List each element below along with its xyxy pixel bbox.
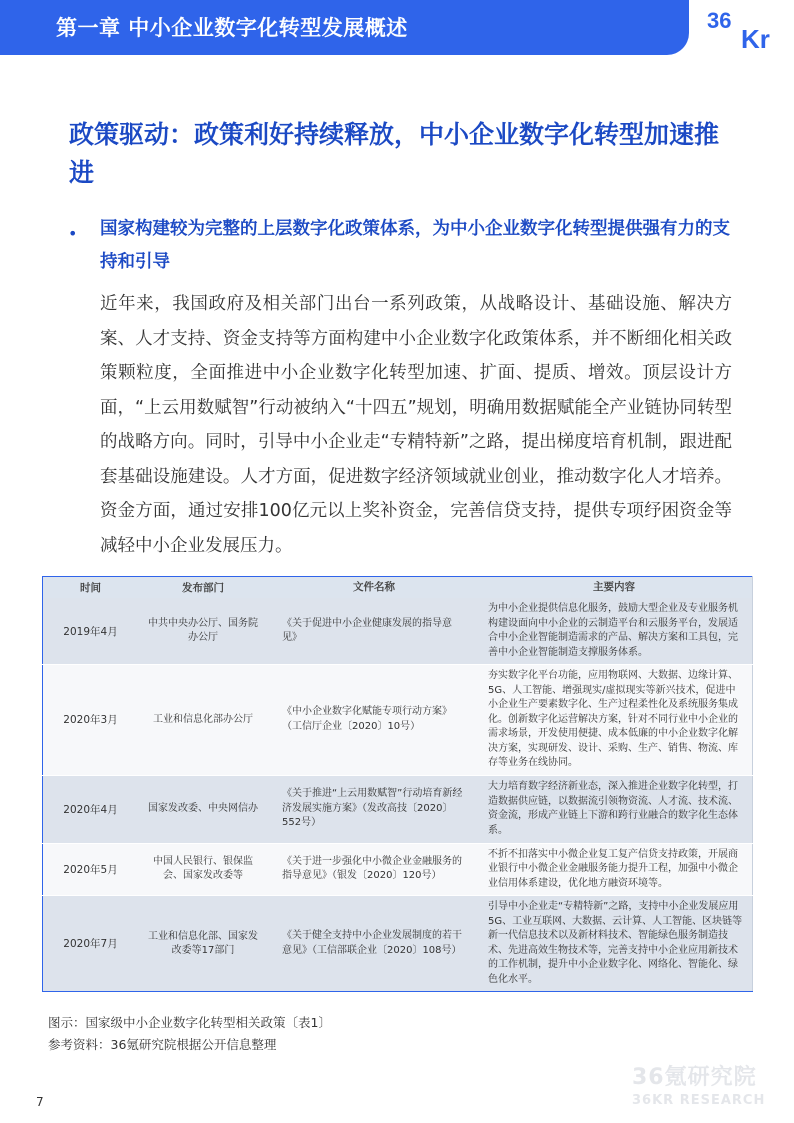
table-row [43,775,753,843]
source-caption: 参考资料：36氪研究院根据公开信息整理 [48,1037,277,1052]
cell-dept: 工业和信息化部、国家发改委等17部门 [138,896,268,992]
table-row [43,896,753,992]
cell-content: 为中小企业提供信息化服务，鼓励大型企业及专业服务机构建设面向中小企业的云制造平台和云服务平台，发展适合中小企业智能制造需求的产品、解决方案和工具包，完善中小企业智能制造支撑服务体系。 [476,598,753,665]
header-bar [0,0,689,55]
policy-table [42,576,753,992]
cell-dept: 中国人民银行、银保监会、国家发改委等 [138,843,268,896]
header-doc: 文件名称 [268,577,476,599]
watermark [632,1060,765,1108]
cell-dept: 国家发改委、中央网信办 [138,775,268,843]
36kr-logo [705,6,785,50]
table-row [43,598,753,665]
cell-time: 2020年7月 [43,896,139,992]
caption-block [48,1012,331,1056]
cell-dept: 中共中央办公厅、国务院办公厅 [138,598,268,665]
logo-text-bottom: Kr [741,24,770,50]
header-dept: 发布部门 [138,577,268,599]
cell-doc: 《关于健全支持中小企业发展制度的若干意见》（工信部联企业〔2020〕108号） [268,896,476,992]
logo-text-top: 36 [707,8,732,33]
watermark-cn: 36氪研究院 [632,1065,757,1090]
cell-dept: 工业和信息化部办公厅 [138,665,268,776]
page-number: 7 [36,1095,44,1109]
table-row [43,665,753,776]
cell-time: 2019年4月 [43,598,139,665]
header-content: 主要内容 [476,577,753,599]
bullet-dot: • [68,224,78,243]
cell-doc: 《关于促进中小企业健康发展的指导意见》 [268,598,476,665]
cell-time: 2020年5月 [43,843,139,896]
cell-content: 大力培育数字经济新业态，深入推进企业数字化转型，打造数据供应链，以数据流引领物资流、人才流、技术流、资金流，形成产业链上下游和跨行业融合的数字化生态体系。 [476,775,753,843]
table-row [43,843,753,896]
figure-caption: 图示：国家级中小企业数字化转型相关政策〔表1〕 [48,1015,331,1030]
body-paragraph: 近年来，我国政府及相关部门出台一系列政策，从战略设计、基础设施、解决方案、人才支持、资金支持等方面构建中小企业数字化政策体系，并不断细化相关政策颗粒度，全面推进中小企业数字化转型加速、扩面、提质、增效。顶层设计方面，“上云用数赋智”行动被纳入“十四五”规划，明确用数据赋能全产业链协同转型的战略方向。同时，引导中小企业走“专精特新”之路，提出梯度培育机制，跟进配套基础设施建设。人才方面，促进数字经济领域就业创业，推动数字化人才培养。资金方面，通过安排100亿元以上奖补资金，完善信贷支持，提供专项纾困资金等减轻中小企业发展压力。 [100,294,732,556]
watermark-en: 36KR RESEARCH [632,1093,766,1108]
cell-time: 2020年4月 [43,775,139,843]
table-header-row [43,577,753,599]
section-title: 政策驱动：政策利好持续释放，中小企业数字化转型加速推进 [69,120,720,187]
header-time: 时间 [43,577,139,599]
sub-heading: 国家构建较为完整的上层数字化政策体系，为中小企业数字化转型提供强有力的支持和引导 [100,219,730,272]
cell-doc: 《关于推进“上云用数赋智”行动培育新经济发展实施方案》（发改高技〔2020〕552号） [268,775,476,843]
cell-time: 2020年3月 [43,665,139,776]
chapter-title: 第一章 中小企业数字化转型发展概述 [56,16,408,40]
cell-doc: 《中小企业数字化赋能专项行动方案》（工信厅企业〔2020〕10号） [268,665,476,776]
cell-doc: 《关于进一步强化中小微企业金融服务的指导意见》（银发〔2020〕120号） [268,843,476,896]
cell-content: 不折不扣落实中小微企业复工复产信贷支持政策，开展商业银行中小微企业金融服务能力提升工程，加强中小微企业信用体系建设，优化地方融资环境等。 [476,843,753,896]
cell-content: 夯实数字化平台功能，应用物联网、大数据、边缘计算、5G、人工智能、增强现实/虚拟现实等新兴技术，促进中小企业生产要素数字化、生产过程柔性化及系统服务集成化。创新数字化运营解决方案，针对不同行业中小企业的需求场景，开发使用便捷、成本低廉的中小企业数字化解决方案，实现研发、设计、采购、生产、销售、物流、库存等业务在线协同。 [476,665,753,776]
cell-content: 引导中小企业走“专精特新”之路，支持中小企业发展应用5G、工业互联网、大数据、云计算、人工智能、区块链等新一代信息技术以及新材料技术、智能绿色服务制造技术、先进高效生物技术等，完善支持中小企业应用新技术的工作机制，提升中小企业数字化、网络化、智能化、绿色化水平。 [476,896,753,992]
